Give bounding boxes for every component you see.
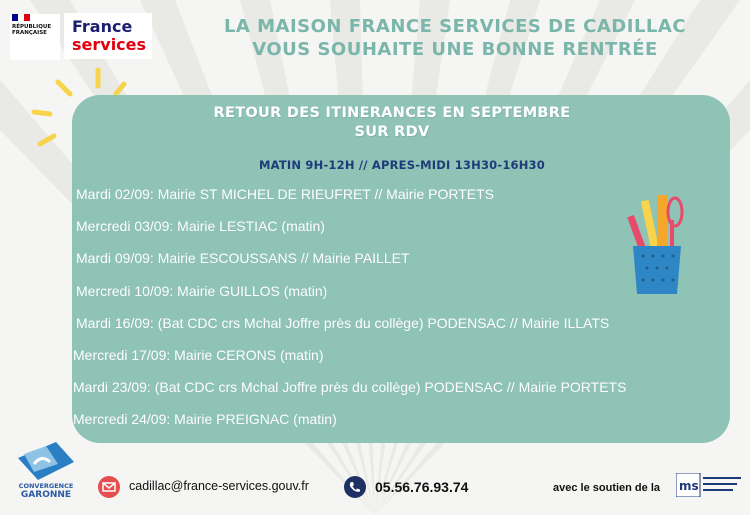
francaise-label: FRANÇAISE [12, 30, 47, 36]
msa-logo [676, 473, 746, 497]
svg-text:ms: ms [679, 479, 699, 493]
envelope-icon [98, 476, 120, 498]
support-label: avec le soutien de la [553, 482, 660, 494]
panel-heading-line-2: SUR RDV [354, 124, 430, 140]
page-title [160, 15, 750, 61]
france-services-logo [64, 13, 152, 59]
schedule-row: Mercredi 24/09: Mairie PREIGNAC (matin) [73, 411, 337, 427]
french-flag-icon [12, 14, 30, 21]
services-label: services [72, 35, 147, 54]
schedule-row: Mercredi 03/09: Mairie LESTIAC (matin) [76, 218, 325, 234]
panel-heading-line-1: RETOUR DES ITINERANCES EN SEPTEMBRE [213, 105, 571, 121]
republique-label: RÉPUBLIQUE [12, 24, 52, 30]
republique-francaise-logo [10, 14, 60, 60]
schedule-row: Mercredi 10/09: Mairie GUILLOS (matin) [76, 283, 328, 299]
phone-icon [344, 476, 366, 498]
phone-number[interactable]: 05.56.76.93.74 [375, 479, 469, 495]
schedule-row: Mardi 09/09: Mairie ESCOUSSANS // Mairie PAILLET [76, 250, 410, 266]
title-line-1: LA MAISON FRANCE SERVICES DE CADILLAC [223, 16, 687, 37]
title-line-2: VOUS SOUHAITE UNE BONNE RENTRÉE [252, 39, 658, 60]
schedule-row: Mercredi 17/09: Mairie CERONS (matin) [73, 347, 324, 363]
convergence-label: CONVERGENCE [18, 482, 74, 490]
panel-heading [132, 104, 652, 142]
schedule-row: Mardi 23/09: (Bat CDC crs Mchal Joffre près du collège) PODENSAC // Mairie PORTETS [73, 379, 627, 395]
email-link[interactable]: cadillac@france-services.gouv.fr [129, 479, 309, 493]
opening-hours: MATIN 9H-12H // APRES-MIDI 13H30-16H30 [259, 158, 545, 172]
france-label: France [72, 17, 133, 36]
garonne-label: GARONNE [20, 490, 72, 500]
schedule-row: Mardi 16/09: (Bat CDC crs Mchal Joffre près du collège) PODENSAC // Mairie ILLATS [76, 315, 610, 331]
convergence-garonne-logo [16, 440, 76, 510]
pencil-cup-icon [627, 190, 687, 300]
convergence-garonne-symbol [16, 440, 76, 482]
schedule-row: Mardi 02/09: Mairie ST MICHEL DE RIEUFRET // Mairie PORTETS [76, 186, 495, 202]
